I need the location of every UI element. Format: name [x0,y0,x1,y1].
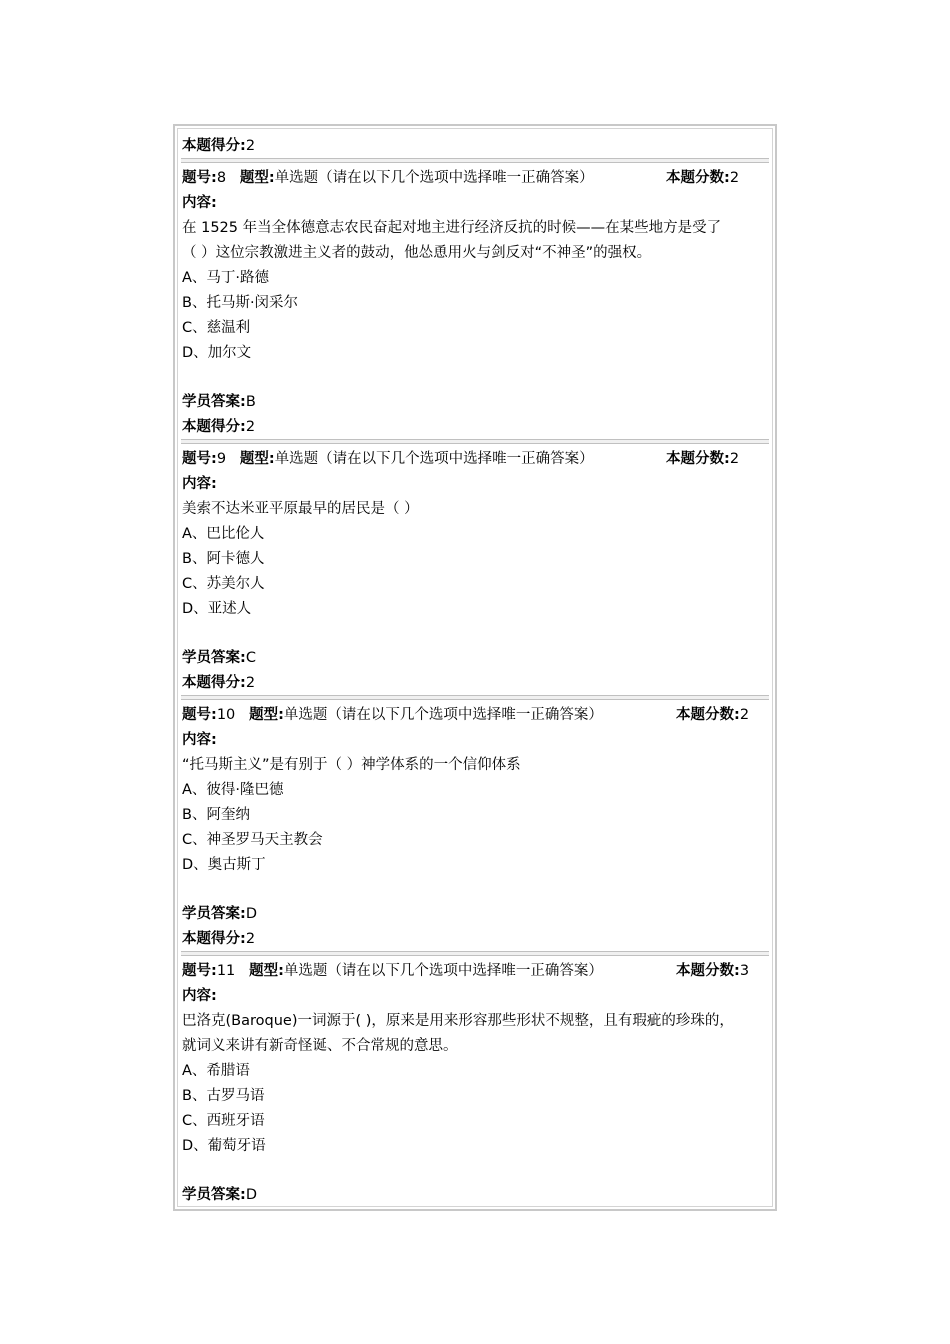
score-value: 2 [245,931,256,947]
question-score [182,927,255,951]
answer-value: B [245,394,256,410]
option-a: A、希腊语 [182,1063,250,1079]
question-8-header [182,166,594,190]
answer-label: 学员答案: [182,1187,246,1203]
points-value: 3 [739,963,750,979]
question-number: 9 [216,451,227,467]
question-type: 单选题（请在以下几个选项中选择唯一正确答案） [283,963,603,979]
question-10-content-line-1: “托马斯主义”是有别于（ ）神学体系的一个信仰体系 [182,757,521,773]
question-type: 单选题（请在以下几个选项中选择唯一正确答案） [274,451,594,467]
option-c: C、慈温利 [182,320,251,336]
answer-value: D [245,1187,257,1203]
option-b: B、托马斯·闵采尔 [182,295,299,311]
points-value: 2 [729,451,740,467]
question-8-content-line-1: 在 1525 年当全体德意志农民奋起对地主进行经济反抗的时候——在某些地方是受了 [182,220,722,236]
question-separator [181,439,769,444]
option-b: B、阿奎纳 [182,807,250,823]
question-9-header [182,447,594,471]
content-label: 内容: [182,732,217,748]
content-label: 内容: [182,195,217,211]
question-number-label: 题号: [182,707,217,723]
question-number-label: 题号: [182,963,217,979]
question-10-header [182,703,603,727]
score-label: 本题得分: [182,675,246,691]
question-separator [181,951,769,956]
question-type: 单选题（请在以下几个选项中选择唯一正确答案） [274,170,594,186]
top-score-line [182,134,255,158]
option-d: D、奥古斯丁 [182,857,266,873]
points-value: 2 [739,707,750,723]
score-label: 本题得分: [182,419,246,435]
score-label: 本题得分: [182,931,246,947]
question-number: 10 [216,707,236,723]
points-label: 本题分数: [676,707,740,723]
question-number: 11 [216,963,236,979]
option-d: D、葡萄牙语 [182,1138,266,1154]
option-b: B、阿卡德人 [182,551,265,567]
score-value: 2 [245,675,256,691]
points-label: 本题分数: [666,451,730,467]
option-c: C、苏美尔人 [182,576,265,592]
quiz-results-inner [177,128,773,1207]
points-label: 本题分数: [676,963,740,979]
question-separator [181,158,769,163]
score-label: 本题得分: [182,138,246,154]
points-value: 2 [729,170,740,186]
option-c: C、神圣罗马天主教会 [182,832,323,848]
question-separator [181,695,769,700]
points-label: 本题分数: [666,170,730,186]
option-a: A、马丁·路德 [182,270,270,286]
option-d: D、亚述人 [182,601,252,617]
option-a: A、彼得·隆巴德 [182,782,284,798]
question-number-label: 题号: [182,170,217,186]
answer-value: C [245,650,256,666]
question-11-content-line-1: 巴洛克(Baroque)一词源于( )，原来是用来形容那些形状不规整，且有瑕疵的珍珠的， [182,1013,734,1029]
score-value: 2 [245,138,256,154]
content-label: 内容: [182,988,217,1004]
question-score [182,415,255,439]
answer-label: 学员答案: [182,394,246,410]
question-type: 单选题（请在以下几个选项中选择唯一正确答案） [283,707,603,723]
question-9-points [666,447,739,471]
question-type-label: 题型: [249,707,284,723]
student-answer [182,646,256,670]
question-number-label: 题号: [182,451,217,467]
option-a: A、巴比伦人 [182,526,265,542]
question-10-points [676,703,749,727]
question-11-points [676,959,749,983]
question-8-points [666,166,739,190]
question-11-content-line-2: 就词义来讲有新奇怪诞、不合常规的意思。 [182,1038,458,1054]
question-score [182,671,255,695]
answer-label: 学员答案: [182,650,246,666]
student-answer [182,902,257,926]
option-b: B、古罗马语 [182,1088,265,1104]
content-label: 内容: [182,476,217,492]
student-answer [182,390,256,414]
quiz-results-frame [173,124,777,1211]
question-type-label: 题型: [239,170,275,186]
option-d: D、加尔文 [182,345,252,361]
question-11-header [182,959,603,983]
question-type-label: 题型: [239,451,275,467]
question-number: 8 [216,170,227,186]
answer-label: 学员答案: [182,906,246,922]
student-answer [182,1183,257,1207]
question-9-content-line-1: 美索不达米亚平原最早的居民是（ ） [182,501,419,517]
answer-value: D [245,906,257,922]
question-type-label: 题型: [249,963,284,979]
option-c: C、西班牙语 [182,1113,265,1129]
score-value: 2 [245,419,256,435]
question-8-content-line-2: （ ）这位宗教激进主义者的鼓动，他怂恿用火与剑反对“不神圣”的强权。 [182,245,652,261]
